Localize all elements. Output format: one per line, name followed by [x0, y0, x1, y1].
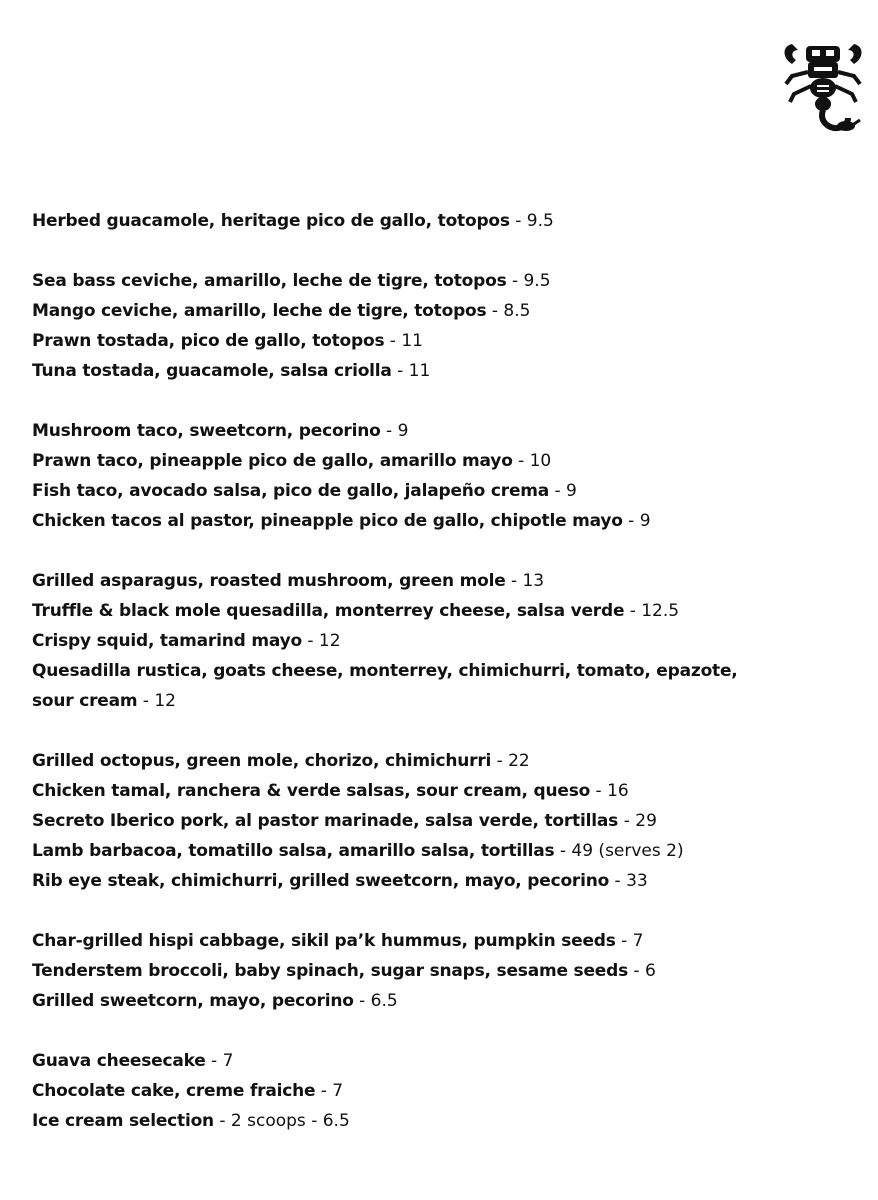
menu-section-tacos — [32, 416, 832, 536]
menu-item — [32, 986, 832, 1016]
menu-item-price: - 7 — [315, 1081, 344, 1101]
menu-item-name: Fish taco, avocado salsa, pico de gallo, jalapeño crema — [32, 481, 550, 501]
menu-item — [32, 416, 832, 446]
menu-item-price: - 12.5 — [624, 601, 680, 621]
menu-item-name: Grilled asparagus, roasted mushroom, green mole — [32, 571, 506, 591]
menu-section-starters — [32, 206, 832, 236]
menu-item-name: Guava cheesecake — [32, 1051, 206, 1071]
menu-item — [32, 326, 832, 356]
menu-item-name: Grilled sweetcorn, mayo, pecorino — [32, 991, 354, 1011]
menu-item-price: - 6.5 — [353, 991, 398, 1011]
menu-item-name: Grilled octopus, green mole, chorizo, chimichurri — [32, 751, 492, 771]
menu-item — [32, 836, 832, 866]
menu-item-name: Chicken tamal, ranchera & verde salsas, sour cream, queso — [32, 781, 591, 801]
menu-item — [32, 866, 832, 896]
menu-item-price: - 11 — [391, 361, 431, 381]
menu-item-name: Lamb barbacoa, tomatillo salsa, amarillo salsa, tortillas — [32, 841, 555, 861]
menu-item-name: Crispy squid, tamarind mayo — [32, 631, 302, 651]
menu-item-price: - 2 scoops - 6.5 — [213, 1111, 350, 1131]
menu-item-price: - 33 — [609, 871, 648, 891]
menu-item — [32, 956, 832, 986]
menu-item-price: - 22 — [491, 751, 530, 771]
menu-item-name: Rib eye steak, chimichurri, grilled sweetcorn, mayo, pecorino — [32, 871, 610, 891]
menu-item-price: - 10 — [512, 451, 552, 471]
menu-item-price: - 7 — [615, 931, 644, 951]
menu-section-small-plates — [32, 566, 832, 716]
menu-section-sides — [32, 926, 832, 1016]
menu-item-price: - 12 — [301, 631, 341, 651]
menu-item-price: - 12 — [137, 691, 176, 711]
menu-item-price: - 8.5 — [486, 301, 531, 321]
menu-item — [32, 266, 832, 296]
menu-item — [32, 296, 832, 326]
menu-item-name: Prawn taco, pineapple pico de gallo, amarillo mayo — [32, 451, 513, 471]
menu-item — [32, 446, 832, 476]
menu-item-price: - 9 — [380, 421, 409, 441]
menu-item — [32, 1046, 832, 1076]
menu-item-price: - 7 — [205, 1051, 234, 1071]
menu-item-price: - 9.5 — [506, 271, 551, 291]
menu-item — [32, 596, 832, 626]
menu-item — [32, 206, 832, 236]
menu-item — [32, 476, 832, 506]
menu-item — [32, 1106, 832, 1136]
menu-item-price: - 13 — [505, 571, 545, 591]
menu-section-desserts — [32, 1046, 832, 1136]
menu-item — [32, 746, 832, 776]
menu-item-name: Herbed guacamole, heritage pico de gallo, totopos — [32, 211, 510, 231]
menu-item-price: - 49 (serves 2) — [554, 841, 684, 861]
menu-item-name: Truffle & black mole quesadilla, monterrey cheese, salsa verde — [32, 601, 625, 621]
menu-item-price: - 6 — [628, 961, 656, 981]
menu-item-price: - 9.5 — [509, 211, 554, 231]
menu-item-name: Tuna tostada, guacamole, salsa criolla — [32, 361, 392, 381]
menu-item-price: - 11 — [384, 331, 423, 351]
menu-item-name: Quesadilla rustica, goats cheese, monterrey, chimichurri, tomato, epazote, sour cream — [32, 661, 738, 711]
scorpion-logo-icon — [778, 38, 868, 138]
menu-section-mains — [32, 746, 832, 896]
menu-item-price: - 16 — [590, 781, 629, 801]
menu-item — [32, 656, 772, 716]
menu-section-ceviche-tostadas — [32, 266, 832, 386]
menu-item-name: Ice cream selection — [32, 1111, 214, 1131]
menu-item — [32, 626, 832, 656]
menu-item-name: Prawn tostada, pico de gallo, totopos — [32, 331, 385, 351]
menu-item-price: - 29 — [623, 811, 657, 831]
menu-list — [32, 206, 832, 1166]
menu-item — [32, 926, 832, 956]
menu-item — [32, 506, 832, 536]
menu-item — [32, 566, 832, 596]
menu-item-name: Chicken tacos al pastor, pineapple pico de gallo, chipotle mayo — [32, 511, 623, 531]
menu-item-name: Sea bass ceviche, amarillo, leche de tigre, totopos — [32, 271, 507, 291]
menu-item-name: Char-grilled hispi cabbage, sikil pa’k hummus, pumpkin seeds — [32, 931, 616, 951]
menu-item — [32, 776, 832, 806]
menu-item — [32, 356, 832, 386]
menu-item-name: Mushroom taco, sweetcorn, pecorino — [32, 421, 381, 441]
menu-item — [32, 806, 832, 836]
menu-item-price: - 9 — [622, 511, 651, 531]
menu-item-name: Chocolate cake, creme fraiche — [32, 1081, 316, 1101]
menu-item-price: - 9 — [549, 481, 577, 501]
menu-item-name: Tenderstem broccoli, baby spinach, sugar snaps, sesame seeds — [32, 961, 628, 981]
menu-item-name: Secreto Iberico pork, al pastor marinade, salsa verde, tortillas — [32, 811, 624, 831]
menu-item — [32, 1076, 832, 1106]
menu-item-name: Mango ceviche, amarillo, leche de tigre, totopos — [32, 301, 487, 321]
